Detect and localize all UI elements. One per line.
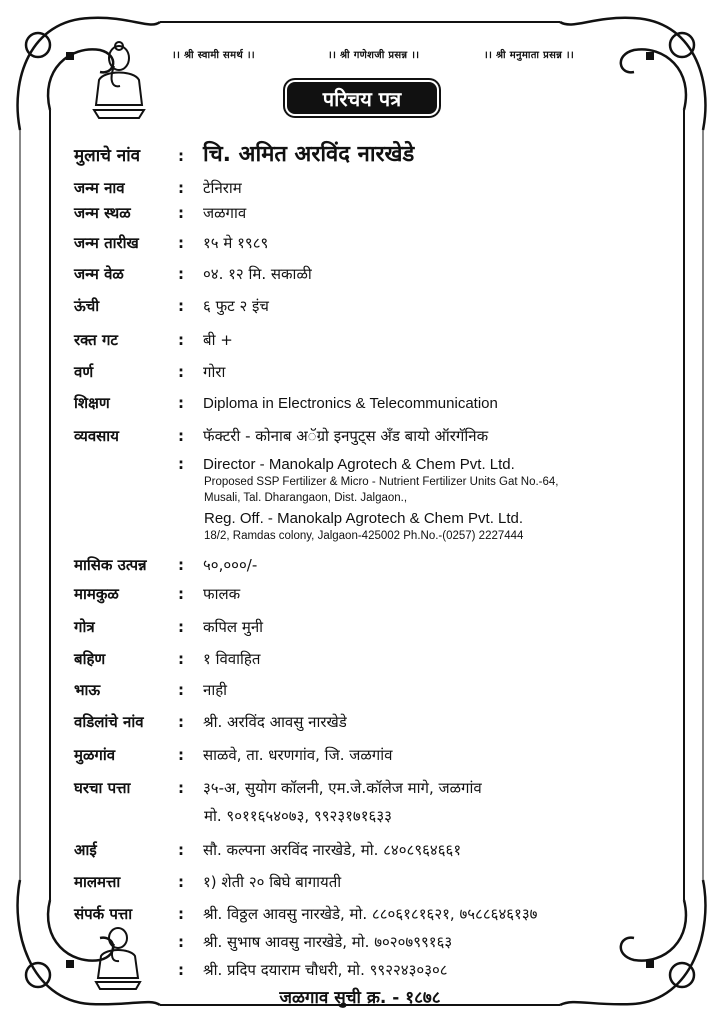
ghar-phone: मो. ९०११६५४०७३, ९९२३१७१६३३ xyxy=(204,807,392,825)
field-name: मुलाचे नांव : चि. अमित अरविंद नारखेडे xyxy=(74,138,414,168)
field-janma-vel: जन्म वेळ : ०४. १२ मि. सकाळी xyxy=(74,265,312,283)
field-sampark: संपर्क पत्ता : श्री. विठ्ठल आवसु नारखेडे, मो. ८८०६१८१६२१, ७५८८६४६१३७ xyxy=(74,905,538,923)
field-varna: वर्ण : गोरा xyxy=(74,363,226,381)
field-aai: आई : सौ. कल्पना अरविंद नारखेडे, मो. ८४०८९६४६६१ xyxy=(74,841,462,859)
invocation-manumata: ।। श्री मनुमाता प्रसन्न ।। xyxy=(484,50,575,61)
field-vyavsay: व्यवसाय : फॅक्टरी - कोनाब अॅग्रो इनपुट्स अँड बायो ऑरगॅनिक xyxy=(74,427,489,445)
field-vadil: वडिलांचे नांव : श्री. अरविंद आवसु नारखेडे xyxy=(74,713,347,731)
field-masik: मासिक उत्पन्न : ५०,०००/- xyxy=(74,556,258,574)
field-value: चि. अमित अरविंद नारखेडे xyxy=(203,142,415,167)
field-shikshan: शिक्षण : Diploma in Electronics & Telecommunication xyxy=(74,394,498,412)
field-bahin: बहिण : १ विवाहित xyxy=(74,650,261,668)
field-ghar: घरचा पत्ता : ३५-अ, सुयोग कॉलनी, एम.जे.कॉलेज मागे, जळगांव xyxy=(74,779,482,797)
reg-address: 18/2, Ramdas colony, Jalgaon-425002 Ph.No.-(0257) 2227444 xyxy=(204,530,524,542)
field-unchi: ऊंची : ६ फुट २ इंच xyxy=(74,297,269,315)
sampark-row-3: : श्री. प्रदिप दयाराम चौधरी, मो. ९९२२४३०३०८ xyxy=(178,961,448,979)
field-janma-sthal: जन्म स्थळ : जळगाव xyxy=(74,204,247,222)
proposed-line-1: Proposed SSP Fertilizer & Micro - Nutrient Fertilizer Units Gat No.-64, xyxy=(204,476,559,488)
field-mulgaon: मुळगांव : साळवे, ता. धरणगांव, जि. जळगांव xyxy=(74,746,393,764)
field-janma-tarikh: जन्म तारीख : १५ मे १९८९ xyxy=(74,234,269,252)
proposed-line-2: Musali, Tal. Dharangaon, Dist. Jalgaon., xyxy=(204,492,408,504)
ganesha-icon xyxy=(84,40,154,120)
sampark-row-2: : श्री. सुभाष आवसु नारखेडे, मो. ७०२०७९९१६३ xyxy=(178,933,453,951)
footer-suchi-number: जळगाव सुची क्र. - १८७८ xyxy=(279,988,441,1008)
field-rakta-gat: रक्त गट : बी + xyxy=(74,331,233,349)
field-mamkul: मामकुळ : फालक xyxy=(74,585,241,603)
field-director: : Director - Manokalp Agrotech & Chem Pvt. Ltd. xyxy=(178,455,515,473)
field-bhau: भाऊ : नाही xyxy=(74,681,228,699)
field-janma-nav: जन्म नाव : टेनिराम xyxy=(74,179,242,197)
invocation-ganesh: ।। श्री गणेशजी प्रसन्न ।। xyxy=(328,50,420,61)
field-malmatta: मालमत्ता : १) शेती २० बिघे बागायती xyxy=(74,873,342,891)
invocation-swami: ।। श्री स्वामी समर्थ ।। xyxy=(172,50,255,61)
field-label: मुलाचे नांव xyxy=(74,146,141,166)
field-gotra: गोत्र : कपिल मुनी xyxy=(74,618,264,636)
reg-office: Reg. Off. - Manokalp Agrotech & Chem Pvt. Ltd. xyxy=(204,510,524,527)
page-title: परिचय पत्र xyxy=(287,82,437,114)
